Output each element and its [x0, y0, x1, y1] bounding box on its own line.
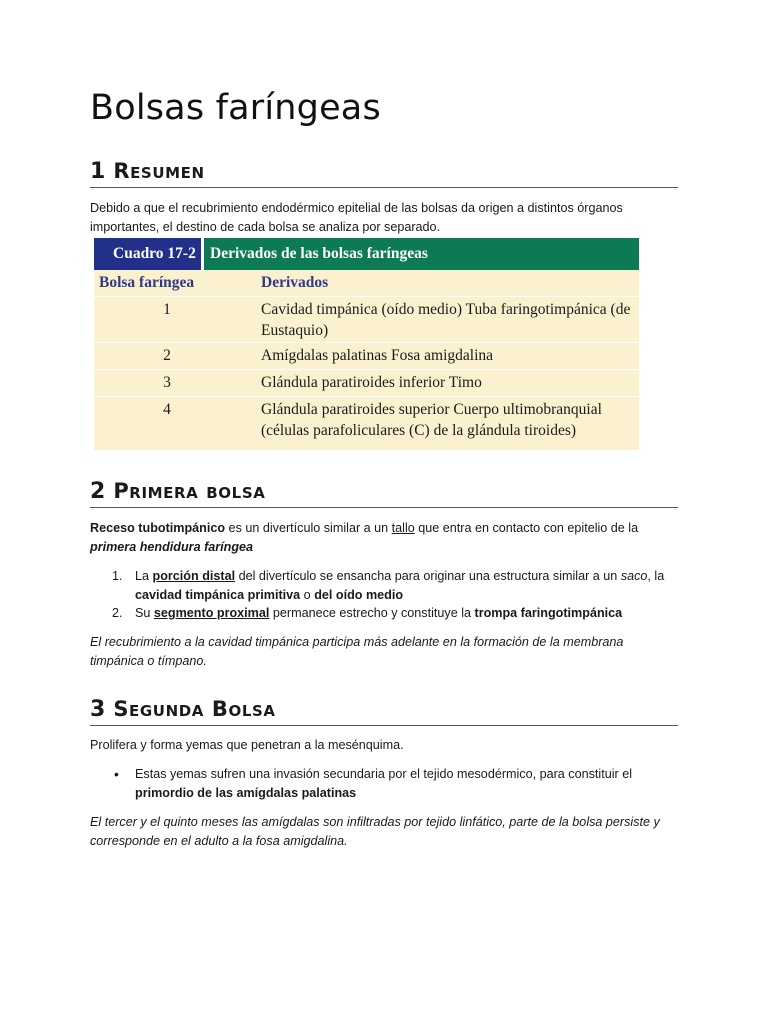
row-number: 4 [163, 401, 171, 418]
list-item [90, 567, 680, 604]
column-header-derivados: Derivados [261, 274, 329, 291]
section-title: Resumen [113, 159, 205, 183]
column-header-bolsa: Bolsa faríngea [99, 274, 195, 291]
section-title: Segunda Bolsa [113, 697, 276, 721]
term-receso: Receso tubotimpánico [90, 521, 226, 535]
term-porcion-distal: porción distal [152, 569, 236, 583]
segunda-note: El tercer y el quinto meses las amígdalas son infiltradas por tejido linfático, parte de la bolsa persiste y corresponde en el adulto a la fosa amigdalina. [90, 815, 660, 848]
document-title: Bolsas faríngeas [90, 88, 381, 128]
list-item [90, 765, 680, 802]
text-span: o [300, 587, 315, 602]
text-span: La [135, 569, 153, 583]
section-number: 2 [90, 479, 106, 504]
row-number: 1 [163, 301, 171, 318]
table-row [94, 369, 639, 397]
row-derivados: Glándula paratiroides superior Cuerpo ultimobranquial (células parafoliculares (C) de la glándula tiroides) [261, 401, 602, 439]
heading-resumen [90, 157, 678, 188]
term-primordio: primordio de las amígdalas palatinas [135, 785, 357, 800]
term-cavidad-timpanica: cavidad timpánica primitiva [135, 587, 301, 602]
term-primera-hendidura: primera hendidura faríngea [90, 540, 254, 554]
text-span: Su [135, 606, 154, 620]
text-span: es un divertículo similar a un [225, 521, 392, 535]
primera-numbered-list [90, 567, 680, 623]
text-span: Estas yemas sufren una invasión secundaria por el tejido mesodérmico, para constituir el [135, 767, 633, 781]
primera-note: El recubrimiento a la cavidad timpánica participa más adelante en la formación de la membrana timpánica o tímpano. [90, 635, 624, 668]
list-item [90, 604, 680, 623]
table-row [94, 396, 639, 451]
heading-primera-bolsa [90, 477, 678, 508]
table-row [94, 342, 639, 370]
text-span: permanece estrecho y constituye la [269, 606, 475, 620]
row-derivados: Amígdalas palatinas Fosa amigdalina [261, 347, 494, 364]
table-row [94, 296, 639, 343]
row-number: 2 [163, 347, 171, 364]
bullet-marker: • [114, 766, 119, 782]
heading-segunda-bolsa [90, 695, 678, 726]
row-number: 3 [163, 374, 171, 391]
term-segmento-proximal: segmento proximal [153, 606, 270, 620]
term-tallo: tallo [391, 521, 415, 535]
text-span: que entra en contacto con epitelio de la [414, 521, 639, 535]
row-derivados: Glándula paratiroides inferior Timo [261, 374, 482, 391]
list-marker: 2. [112, 606, 123, 620]
text-span: , la [647, 569, 665, 583]
text-span: del divertículo se ensancha para originar una estructura similar a un [235, 569, 621, 583]
figure-title: Derivados de las bolsas faríngeas [210, 245, 428, 262]
list-marker: 1. [112, 569, 123, 583]
term-trompa: trompa faringotimpánica [474, 606, 623, 620]
section-title: Primera bolsa [113, 479, 266, 503]
section-number: 1 [90, 159, 106, 184]
segunda-paragraph: Prolifera y forma yemas que penetran a la mesénquima. [90, 738, 404, 752]
term-oido-medio: del oído medio [314, 587, 404, 602]
segunda-bullet-list [90, 765, 680, 802]
section-number: 3 [90, 697, 106, 722]
figure-header [94, 238, 639, 270]
derivados-table-figure [94, 238, 639, 450]
resumen-paragraph: Debido a que el recubrimiento endodérmico epitelial de las bolsas da origen a distintos órganos importantes, el destino de cada bolsa se analiza por separado. [90, 201, 623, 234]
row-derivados: Cavidad timpánica (oído medio) Tuba faringotimpánica (de Eustaquio) [261, 301, 631, 339]
figure-label: Cuadro 17-2 [94, 238, 204, 270]
term-saco: saco [620, 569, 648, 583]
primera-paragraph [90, 519, 680, 557]
